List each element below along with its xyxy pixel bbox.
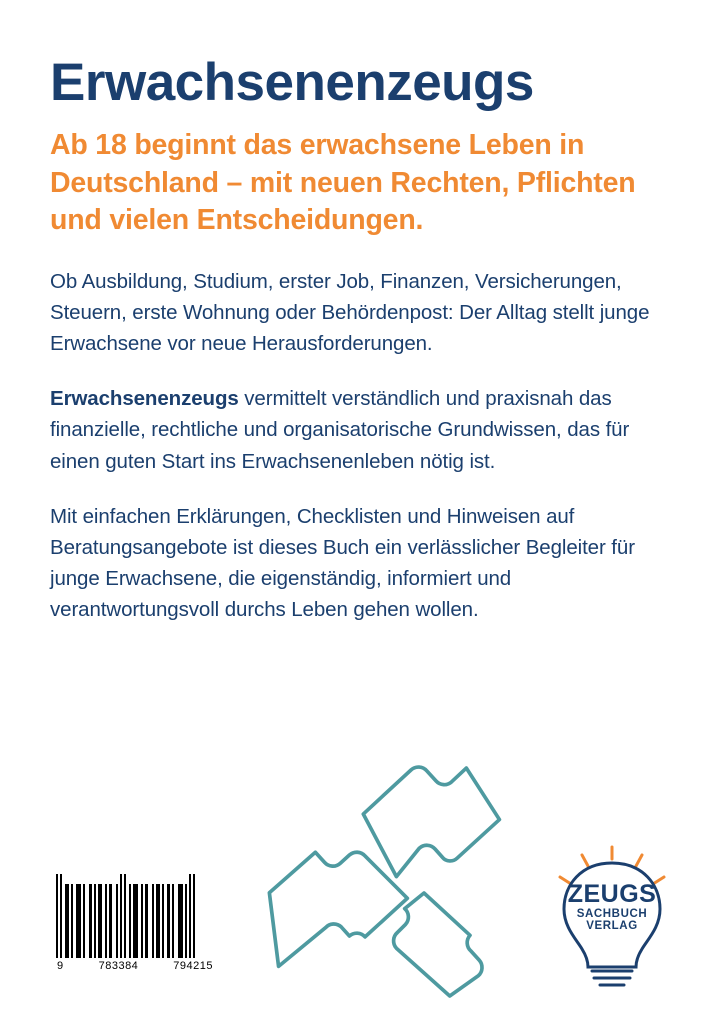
barcode-bars — [56, 874, 214, 958]
puzzle-illustration — [262, 761, 542, 1026]
barcode-digit-group-1: 783384 — [98, 960, 139, 972]
publisher-name: ZEUGS — [567, 880, 657, 908]
body-paragraph-1: Ob Ausbildung, Studium, erster Job, Finanzen, Versicherungen, Steuern, erste Wohnung oder Behördenpost: Der Alltag stellt junge Erwachsene vor neue Herausforderungen. — [50, 269, 650, 356]
body-paragraph-2-rest: vermittelt verständlich und praxisnah das finanzielle, rechtliche und organisatorische Grundwissen, das für einen guten Start ins Erwachsenenleben nötig ist. — [50, 387, 630, 473]
barcode-digit-prefix: 9 — [57, 960, 64, 972]
page-title: Erwachsenenzeugs — [50, 53, 534, 112]
publisher-logo — [548, 845, 676, 992]
isbn-barcode — [56, 874, 214, 972]
publisher-name-block — [548, 881, 676, 932]
subtitle: Ab 18 beginnt das erwachsene Leben in Deutschland – mit neuen Rechten, Pflichten und vielen Entscheidungen. — [50, 129, 636, 237]
barcode-digits — [56, 960, 214, 972]
publisher-line-2: SACHBUCH — [576, 908, 648, 921]
publisher-line-3: VERLAG — [586, 920, 638, 933]
barcode-digit-group-2: 794215 — [173, 960, 213, 972]
cover-footer — [0, 730, 718, 1020]
book-title-inline: Erwachsenenzeugs — [50, 387, 239, 411]
body-paragraph-3: Mit einfachen Erklärungen, Checklisten und Hinweisen auf Beratungsangebote ist dieses Buch ein verlässlicher Begleiter für junge Erwachsene, die eigenständig, informiert und verantwortungsvoll durchs Leben gehen wollen. — [50, 504, 635, 622]
body-paragraph-2 — [50, 383, 668, 476]
